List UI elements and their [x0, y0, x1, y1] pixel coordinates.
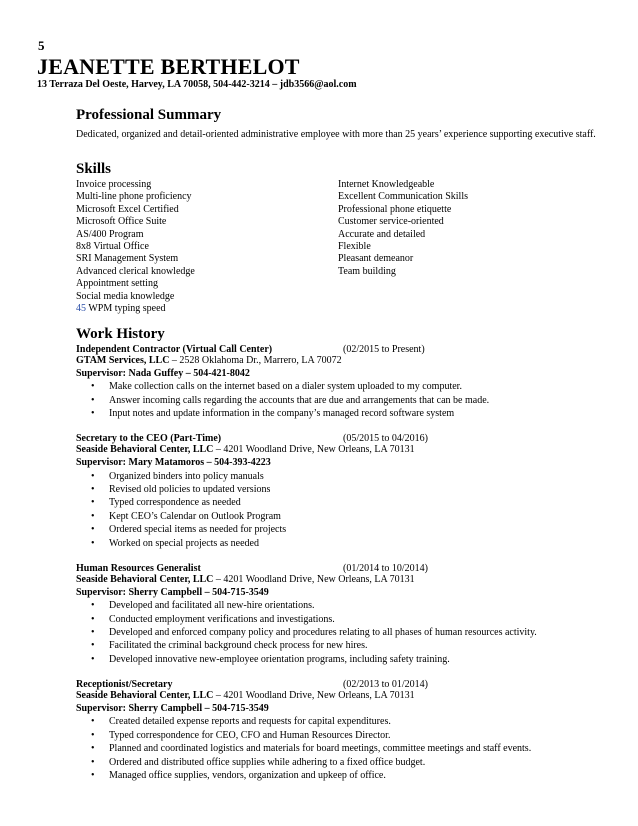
typing-speed-number: 45	[76, 303, 86, 315]
job-title: Secretary to the CEO (Part-Time)	[76, 433, 222, 445]
skills-title: Skills	[76, 161, 112, 177]
company-address: – 4201 Woodland Drive, New Orleans, LA 70131	[213, 444, 415, 456]
duty-list	[76, 715, 606, 782]
skills-grid	[76, 179, 606, 315]
duty-item: • Planned and coordinated logistics and materials for board meetings, committee meetings and staff events.	[76, 742, 606, 755]
duty-item: • Revised old policies to updated versions	[76, 483, 606, 496]
company-address: – 4201 Woodland Drive, New Orleans, LA 70131	[213, 574, 415, 586]
job-list	[76, 344, 606, 782]
job-title: Receptionist/Secretary	[76, 679, 173, 691]
skill-item: Advanced clerical knowledge	[76, 265, 195, 277]
supervisor-line: Supervisor: Sherry Campbell – 504-715-3549	[76, 702, 269, 714]
duty-item: • Typed correspondence as needed	[76, 496, 606, 509]
duty-list	[76, 470, 606, 550]
skill-item: Flexible	[338, 241, 371, 253]
job-title: Human Resources Generalist	[76, 563, 201, 575]
job-entry	[76, 433, 606, 550]
duty-item: • Answer incoming calls regarding the accounts that are due and arrangements that can be made.	[76, 394, 606, 407]
skill-item: Internet Knowledgeable	[338, 179, 435, 190]
duty-list	[76, 380, 606, 420]
contact-line: 13 Terraza Del Oeste, Harvey, LA 70058, 504-442-3214 – jdb3566@aol.com	[37, 79, 357, 90]
skills-right-column	[338, 179, 598, 315]
skill-item: Accurate and detailed	[338, 228, 426, 240]
duty-item: • Typed correspondence for CEO, CFO and Human Resources Director.	[76, 729, 606, 742]
duty-item: • Developed and facilitated all new-hire orientations.	[76, 599, 606, 612]
skill-item: Customer service-oriented	[338, 216, 444, 228]
job-entry	[76, 344, 606, 420]
job-title-row	[76, 344, 606, 355]
job-dates: (05/2015 to 04/2016)	[343, 433, 428, 445]
typing-speed-text: WPM typing speed	[86, 303, 166, 315]
company-name: Seaside Behavioral Center, LLC	[76, 574, 214, 586]
skill-item: Microsoft Office Suite	[76, 216, 167, 228]
duty-item: • Created detailed expense reports and requests for capital expenditures.	[76, 715, 606, 728]
page-number: 5	[38, 38, 45, 53]
duty-item: • Make collection calls on the internet based on a dialer system uploaded to my computer.	[76, 380, 606, 393]
duty-item: • Input notes and update information in the company’s managed record software system	[76, 407, 606, 420]
supervisor-line: Supervisor: Mary Matamoros – 504-393-4223	[76, 457, 271, 468]
job-title-row	[76, 679, 606, 690]
duty-item: • Developed and enforced company policy and procedures relating to all phases of human resources activity.	[76, 626, 606, 639]
company-name: GTAM Services, LLC	[76, 355, 170, 366]
skills-section	[76, 161, 606, 315]
supervisor-line: Supervisor: Sherry Campbell – 504-715-3549	[76, 586, 269, 598]
duty-item: • Facilitated the criminal background check process for new hires.	[76, 639, 606, 652]
duty-item: • Managed office supplies, vendors, organization and upkeep of office.	[76, 769, 606, 782]
work-title: Work History	[76, 326, 165, 342]
summary-title: Professional Summary	[76, 107, 222, 123]
skill-item	[76, 303, 338, 315]
job-entry	[76, 563, 606, 666]
skill-item: SRI Management System	[76, 253, 179, 265]
company-line	[76, 574, 606, 587]
job-title: Independent Contractor (Virtual Call Center)	[76, 344, 273, 355]
skill-item: Multi-line phone proficiency	[76, 191, 192, 203]
resume-name: JEANETTE BERTHELOT	[37, 54, 300, 79]
duty-item: • Organized binders into policy manuals	[76, 470, 606, 483]
job-title-row	[76, 433, 606, 444]
duty-item: • Developed innovative new-employee orientation programs, including safety training.	[76, 653, 606, 666]
duty-item: • Ordered and distributed office supplies while adhering to a fixed office budget.	[76, 756, 606, 769]
company-line	[76, 355, 606, 368]
job-title-row	[76, 563, 606, 574]
skill-item: 8x8 Virtual Office	[76, 241, 149, 253]
skill-item: Microsoft Excel Certified	[76, 203, 179, 215]
duty-list	[76, 599, 606, 666]
skill-item: Pleasant demeanor	[338, 253, 414, 265]
summary-section	[76, 107, 606, 142]
skill-item: Professional phone etiquette	[338, 203, 452, 215]
work-section	[76, 326, 606, 782]
skill-item: Appointment setting	[76, 278, 158, 290]
skill-item: Team building	[338, 265, 396, 277]
skills-left-column	[76, 179, 338, 315]
skill-item: Social media knowledge	[76, 290, 175, 302]
skill-item: Excellent Communication Skills	[338, 191, 468, 203]
duty-item: • Worked on special projects as needed	[76, 537, 606, 550]
company-address: – 4201 Woodland Drive, New Orleans, LA 70131	[213, 690, 415, 702]
job-dates: (01/2014 to 10/2014)	[343, 563, 428, 575]
supervisor-line: Supervisor: Nada Guffey – 504-421-8042	[76, 367, 250, 379]
company-line	[76, 690, 606, 703]
company-address: – 2528 Oklahoma Dr., Marrero, LA 70072	[169, 355, 342, 366]
duty-item: • Kept CEO’s Calendar on Outlook Program	[76, 510, 606, 523]
skill-item: Invoice processing	[76, 179, 152, 190]
skill-item: AS/400 Program	[76, 228, 144, 240]
company-name: Seaside Behavioral Center, LLC	[76, 690, 214, 702]
duty-item: • Conducted employment verifications and investigations.	[76, 613, 606, 626]
job-entry	[76, 679, 606, 782]
job-dates: (02/2013 to 01/2014)	[343, 679, 428, 691]
company-name: Seaside Behavioral Center, LLC	[76, 444, 214, 456]
job-dates: (02/2015 to Present)	[343, 344, 425, 355]
summary-text: Dedicated, organized and detail-oriented administrative employee with more than 25 years’ experience supporting executive staff.	[76, 129, 596, 140]
company-line	[76, 444, 606, 457]
duty-item: • Ordered special items as needed for projects	[76, 523, 606, 536]
